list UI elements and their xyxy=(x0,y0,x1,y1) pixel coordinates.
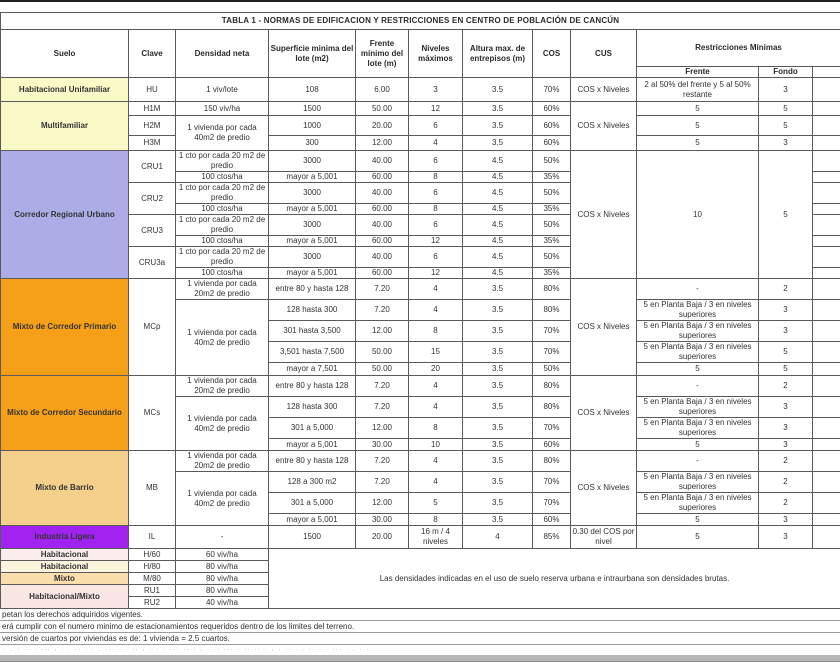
table-cell: 3 xyxy=(759,526,813,549)
table-cell: COS x Niveles xyxy=(571,451,637,526)
table-cell: 8 xyxy=(409,172,463,183)
table-cell: CRU3a xyxy=(129,247,176,279)
table-cell: 7.20 xyxy=(356,376,409,397)
table-cell: 4.5 xyxy=(463,268,533,279)
table-cell: 2 xyxy=(759,472,813,493)
land-use-cell: Habitacional/Mixto xyxy=(1,585,129,609)
table-cell: entre 80 y hasta 128 xyxy=(269,279,356,300)
table-cell: 20.00 xyxy=(356,116,409,136)
table-cell: 60 viv/ha xyxy=(176,549,269,561)
table-cell: 50.00 xyxy=(356,363,409,376)
table-cell: 2 xyxy=(759,493,813,514)
bottom-divider xyxy=(0,655,840,662)
table-cell: 128 a 300 m2 xyxy=(269,472,356,493)
table-cell: 3.5 xyxy=(463,279,533,300)
table-cell: 5 xyxy=(637,514,759,526)
table-cell: 301 hasta 3,500 xyxy=(269,321,356,342)
land-use-cell: Corredor Regional Urbano xyxy=(1,151,129,279)
table-cell: 3 xyxy=(759,439,813,451)
table-cell: 40.00 xyxy=(356,151,409,172)
table-cell: 5 en Planta Baja / 3 en niveles superiores xyxy=(637,342,759,363)
land-use-cell: Industria Ligera xyxy=(1,526,129,549)
table-cell: 3000 xyxy=(269,215,356,236)
table-cell: 3 xyxy=(759,136,813,151)
table-cell: H2M xyxy=(129,116,176,136)
table-cell xyxy=(813,300,840,321)
table-cell: 7.20 xyxy=(356,397,409,418)
table-cell: 50% xyxy=(533,363,571,376)
table-cell: 4 xyxy=(409,279,463,300)
land-use-cell: Habitacional Unifamiliar xyxy=(1,78,129,102)
table-cell: 35% xyxy=(533,204,571,215)
table-cell: H/80 xyxy=(129,561,176,573)
table-cell: H3M xyxy=(129,136,176,151)
table-cell: - xyxy=(176,526,269,549)
table-cell: 5 en Planta Baja / 3 en niveles superiores xyxy=(637,493,759,514)
table-cell: 5 xyxy=(637,439,759,451)
table-cell: 80% xyxy=(533,376,571,397)
table-cell: 12.00 xyxy=(356,321,409,342)
table-cell xyxy=(813,418,840,439)
table-cell: 5 en Planta Baja / 3 en niveles superiores xyxy=(637,397,759,418)
table-cell: 1 vivienda por cada 40m2 de predio xyxy=(176,397,269,451)
table-row xyxy=(1,526,840,549)
table-cell: 80% xyxy=(533,397,571,418)
table-cell: 60.00 xyxy=(356,268,409,279)
table-cell: 60% xyxy=(533,102,571,116)
table-cell: COS x Niveles xyxy=(571,279,637,376)
land-use-cell: Habitacional xyxy=(1,549,129,561)
table-cell: 3.5 xyxy=(463,514,533,526)
table-cell xyxy=(813,247,840,268)
table-cell: 4 xyxy=(463,526,533,549)
table-cell: - xyxy=(637,376,759,397)
table-cell: 128 hasta 300 xyxy=(269,300,356,321)
table-cell: M/80 xyxy=(129,573,176,585)
table-cell: 60% xyxy=(533,514,571,526)
table-cell: 6 xyxy=(409,151,463,172)
land-use-cell: Multifamiliar xyxy=(1,102,129,151)
table-cell: 60% xyxy=(533,439,571,451)
table-cell: 5 xyxy=(759,342,813,363)
table-cell: 2 xyxy=(759,279,813,300)
table-cell: 20 xyxy=(409,363,463,376)
table-cell: 150 viv/ha xyxy=(176,102,269,116)
table-cell: 5 xyxy=(759,102,813,116)
table-cell: entre 80 y hasta 128 xyxy=(269,451,356,472)
table-cell: 1 cto por cada 20 m2 de predio xyxy=(176,151,269,172)
table-cell xyxy=(813,439,840,451)
table-cell: 60% xyxy=(533,116,571,136)
table-cell: 10 xyxy=(409,439,463,451)
table-cell: 2 xyxy=(759,451,813,472)
table-cell xyxy=(813,493,840,514)
table-cell: 3 xyxy=(759,300,813,321)
table-cell: entre 80 y hasta 128 xyxy=(269,376,356,397)
table-cell: MCs xyxy=(129,376,176,451)
table-cell: 80 viv/ha xyxy=(176,585,269,597)
table-cell xyxy=(813,342,840,363)
column-header-suelo: Suelo xyxy=(1,30,129,78)
table-header xyxy=(1,13,840,78)
table-cell: 8 xyxy=(409,321,463,342)
table-cell: 4 xyxy=(409,136,463,151)
table-cell: - xyxy=(637,279,759,300)
table-cell: 3.5 xyxy=(463,342,533,363)
table-cell: 4.5 xyxy=(463,236,533,247)
table-cell: 3.5 xyxy=(463,376,533,397)
table-cell xyxy=(813,376,840,397)
table-cell: 1 vivienda por cada 40m2 de predio xyxy=(176,472,269,526)
table-cell: 6 xyxy=(409,183,463,204)
table-cell: 5 xyxy=(637,102,759,116)
column-header-clave: Clave xyxy=(129,30,176,78)
table-cell xyxy=(813,136,840,151)
table-cell: 6.00 xyxy=(356,78,409,102)
table-cell: 35% xyxy=(533,172,571,183)
table-cell: H1M xyxy=(129,102,176,116)
table-cell: 100 ctos/ha xyxy=(176,236,269,247)
table-cell: 60% xyxy=(533,136,571,151)
table-row xyxy=(1,151,840,172)
table-cell: - xyxy=(637,451,759,472)
column-header-frente-restriccion: Frente xyxy=(637,67,759,78)
table-cell xyxy=(813,204,840,215)
table-cell: 40.00 xyxy=(356,247,409,268)
table-cell: 3.5 xyxy=(463,472,533,493)
table-cell: 3.5 xyxy=(463,418,533,439)
table-cell: 16 m / 4 niveles xyxy=(409,526,463,549)
table-cell: 3.5 xyxy=(463,451,533,472)
table-cell: 4.5 xyxy=(463,172,533,183)
table-cell: 1 vivienda por cada 20m2 de predio xyxy=(176,279,269,300)
table-cell: 5 xyxy=(409,493,463,514)
table-cell: 1 vivienda por cada 40m2 de predio xyxy=(176,300,269,376)
table-cell: 1000 xyxy=(269,116,356,136)
table-cell: 3 xyxy=(759,78,813,102)
table-cell: 4 xyxy=(409,376,463,397)
table-cell: 50.00 xyxy=(356,102,409,116)
table-cell: 108 xyxy=(269,78,356,102)
table-cell: 301 a 5,000 xyxy=(269,493,356,514)
table-cell: 4 xyxy=(409,451,463,472)
table-cell: mayor a 7,501 xyxy=(269,363,356,376)
table-cell xyxy=(813,78,840,102)
column-header-superficie: Superficie minima del lote (m2) xyxy=(269,30,356,78)
table-cell: 8 xyxy=(409,204,463,215)
table-cell: 5 en Planta Baja / 3 en niveles superiores xyxy=(637,472,759,493)
table-cell: 3.5 xyxy=(463,493,533,514)
table-cell xyxy=(813,279,840,300)
footnotes xyxy=(0,609,840,662)
column-header-cus: CUS xyxy=(571,30,637,78)
table-cell: COS x Niveles xyxy=(571,376,637,451)
land-use-cell: Mixto de Corredor Primario xyxy=(1,279,129,376)
land-use-cell: Mixto de Corredor Secundario xyxy=(1,376,129,451)
table-cell: COS x Niveles xyxy=(571,151,637,279)
restricciones-group-header: Restricciones Mínimas xyxy=(637,30,840,67)
table-cell: 3.5 xyxy=(463,102,533,116)
table-cell: 70% xyxy=(533,321,571,342)
table-cell: 1500 xyxy=(269,526,356,549)
table-cell: 3 xyxy=(759,397,813,418)
table-cell: 8 xyxy=(409,418,463,439)
table-cell: 50.00 xyxy=(356,342,409,363)
land-use-cell: Habitacional xyxy=(1,561,129,573)
table-cell: 3.5 xyxy=(463,321,533,342)
table-cell: 4.5 xyxy=(463,151,533,172)
table-cell xyxy=(813,451,840,472)
table-cell: 40.00 xyxy=(356,215,409,236)
table-cell: 1 cto por cada 20 m2 de predio xyxy=(176,215,269,236)
table-cell: 80% xyxy=(533,279,571,300)
table-cell: 3000 xyxy=(269,183,356,204)
table-cell: 7.20 xyxy=(356,300,409,321)
table-cell: 80% xyxy=(533,451,571,472)
table-cell: 3.5 xyxy=(463,363,533,376)
table-cell: 8 xyxy=(409,514,463,526)
table-cell: mayor a 5,001 xyxy=(269,268,356,279)
footnote: erá cumplir con el numero minimo de estacionamientos requeridos dentro de los limites del terreno. xyxy=(0,621,840,633)
table-cell xyxy=(813,183,840,204)
table-row xyxy=(1,102,840,116)
table-cell: 3.5 xyxy=(463,439,533,451)
table-cell: CRU1 xyxy=(129,151,176,183)
table-cell xyxy=(813,215,840,236)
table-cell: CRU2 xyxy=(129,183,176,215)
table-cell: 3000 xyxy=(269,247,356,268)
table-cell: 3.5 xyxy=(463,300,533,321)
footnote-illegible: . , . .. . ... , . . .. . . , ... . . .. , . . . ... .. . , . .. ... . .. .. . , . .. . , .. . . ... . , . . xyxy=(0,645,840,653)
table-cell: 15 xyxy=(409,342,463,363)
table-cell: 5 xyxy=(759,116,813,136)
table-row xyxy=(1,451,840,472)
land-use-cell: Mixto xyxy=(1,573,129,585)
table-cell: mayor a 5,001 xyxy=(269,439,356,451)
table-cell xyxy=(813,151,840,172)
table-cell: 60.00 xyxy=(356,204,409,215)
table-cell: mayor a 5,001 xyxy=(269,204,356,215)
table-cell: 3,501 hasta 7,500 xyxy=(269,342,356,363)
table-cell: 3.5 xyxy=(463,116,533,136)
table-cell: 100 ctos/ha xyxy=(176,172,269,183)
table-cell: 12.00 xyxy=(356,418,409,439)
table-cell: RU2 xyxy=(129,597,176,609)
table-cell: 12 xyxy=(409,268,463,279)
table-cell: 100 ctos/ha xyxy=(176,268,269,279)
table-cell: 30.00 xyxy=(356,514,409,526)
table-cell: 70% xyxy=(533,78,571,102)
table-cell: 70% xyxy=(533,493,571,514)
table-cell: 4 xyxy=(409,397,463,418)
table-cell: 50% xyxy=(533,215,571,236)
table-cell: 12 xyxy=(409,236,463,247)
table-cell xyxy=(813,514,840,526)
table-cell: 6 xyxy=(409,215,463,236)
table-cell: 5 xyxy=(637,116,759,136)
table-cell: 3 xyxy=(409,78,463,102)
table-row xyxy=(1,279,840,300)
table-cell: 4.5 xyxy=(463,247,533,268)
header-row xyxy=(1,30,840,67)
table-cell: 50% xyxy=(533,183,571,204)
table-cell: 5 en Planta Baja / 3 en niveles superiores xyxy=(637,321,759,342)
table-cell: 100 ctos/ha xyxy=(176,204,269,215)
footnote: versión de cuartos por viviendas es de: 1 vivienda = 2.5 cuartos. xyxy=(0,633,840,645)
table-cell: 35% xyxy=(533,268,571,279)
table-cell: HU xyxy=(129,78,176,102)
column-header-fondo: Fondo xyxy=(759,67,813,78)
table-cell: 50% xyxy=(533,247,571,268)
land-use-cell: Mixto de Barrio xyxy=(1,451,129,526)
footnote: petan los derechos adquiridos vigentes. xyxy=(0,609,840,621)
table-row xyxy=(1,549,840,561)
table-cell: 12.00 xyxy=(356,493,409,514)
table-cell: mayor a 5,001 xyxy=(269,514,356,526)
table-cell: 2 al 50% del frente y 5 al 50% restante xyxy=(637,78,759,102)
table-cell: 40.00 xyxy=(356,183,409,204)
table-cell: 300 xyxy=(269,136,356,151)
table-cell: IL xyxy=(129,526,176,549)
table-cell: 7.20 xyxy=(356,472,409,493)
table-cell: 1 vivienda por cada 40m2 de predio xyxy=(176,116,269,151)
table-cell: 3.5 xyxy=(463,397,533,418)
title-row xyxy=(1,13,840,30)
table-cell xyxy=(813,526,840,549)
table-cell: 1 vivienda por cada 20m2 de predio xyxy=(176,376,269,397)
table-cell xyxy=(813,321,840,342)
table-cell: 85% xyxy=(533,526,571,549)
table-cell: 3.5 xyxy=(463,136,533,151)
table-cell: 4 xyxy=(409,472,463,493)
column-header-cut xyxy=(813,67,840,78)
table-row xyxy=(1,78,840,102)
table-cell: MB xyxy=(129,451,176,526)
table-cell: 7.20 xyxy=(356,279,409,300)
table-cell: 5 xyxy=(637,363,759,376)
table-cell: 60.00 xyxy=(356,236,409,247)
table-cell xyxy=(813,363,840,376)
column-header-frente-lote: Frente mínimo del lote (m) xyxy=(356,30,409,78)
table-cell: 1 cto por cada 20 m2 de predio xyxy=(176,183,269,204)
table-cell: 4.5 xyxy=(463,204,533,215)
table-cell xyxy=(813,102,840,116)
table-cell: 1500 xyxy=(269,102,356,116)
table-cell: 3 xyxy=(759,321,813,342)
table-cell: 128 hasta 300 xyxy=(269,397,356,418)
table-cell: 50% xyxy=(533,151,571,172)
table-cell: 2 xyxy=(759,376,813,397)
table-cell: 30.00 xyxy=(356,439,409,451)
table-cell: mayor a 5,001 xyxy=(269,236,356,247)
table-cell: 5 en Planta Baja / 3 en niveles superiores xyxy=(637,300,759,321)
table-cell: 80% xyxy=(533,300,571,321)
table-cell: 12 xyxy=(409,102,463,116)
column-header-densidad: Densidad neta xyxy=(176,30,269,78)
table-cell xyxy=(813,268,840,279)
page-title: TABLA 1 - NORMAS DE EDIFICACION Y RESTRICCIONES EN CENTRO DE POBLACIÓN DE CANCÚN xyxy=(1,13,840,30)
table-cell: 70% xyxy=(533,418,571,439)
table-cell: 5 xyxy=(759,151,813,279)
column-header-altura: Altura max. de entrepisos (m) xyxy=(463,30,533,78)
column-header-niveles: Niveles máximos xyxy=(409,30,463,78)
table-cell: 20.00 xyxy=(356,526,409,549)
table-cell xyxy=(813,397,840,418)
table-cell: 80 viv/ha xyxy=(176,561,269,573)
table-cell: 3 xyxy=(759,514,813,526)
table-cell: 3000 xyxy=(269,151,356,172)
table-cell: 60.00 xyxy=(356,172,409,183)
table-cell xyxy=(813,236,840,247)
table-cell: 80 viv/ha xyxy=(176,573,269,585)
table-cell: 1 vivienda por cada 20m2 de predio xyxy=(176,451,269,472)
table-cell xyxy=(813,116,840,136)
table-cell: 12.00 xyxy=(356,136,409,151)
table-cell: H/60 xyxy=(129,549,176,561)
table-cell: 70% xyxy=(533,472,571,493)
column-header-cos: COS xyxy=(533,30,571,78)
table-cell: 0.30 del COS por nivel xyxy=(571,526,637,549)
table-cell: 6 xyxy=(409,116,463,136)
table-cell: 5 xyxy=(759,363,813,376)
table-cell: 10 xyxy=(637,151,759,279)
table-cell: COS x Niveles xyxy=(571,102,637,151)
table-cell: 3 xyxy=(759,418,813,439)
table-cell: 5 xyxy=(637,526,759,549)
table-cell: 301 a 5,000 xyxy=(269,418,356,439)
table-cell: 4.5 xyxy=(463,183,533,204)
table-cell: 1 viv/lote xyxy=(176,78,269,102)
table-cell: 3.5 xyxy=(463,78,533,102)
densities-note: Las densidades indicadas en el uso de suelo reserva urbana e intraurbana son densidades brutas. xyxy=(269,549,840,609)
normas-table-body xyxy=(1,78,840,609)
table-cell: 6 xyxy=(409,247,463,268)
table-cell: COS x Niveles xyxy=(571,78,637,102)
table-cell: 7.20 xyxy=(356,451,409,472)
table-cell: 4.5 xyxy=(463,215,533,236)
table-cell: RU1 xyxy=(129,585,176,597)
table-cell: 5 en Planta Baja / 3 en niveles superiores xyxy=(637,418,759,439)
table-cell: 40 viv/ha xyxy=(176,597,269,609)
normas-table xyxy=(0,12,840,609)
table-row xyxy=(1,376,840,397)
table-cell: 5 xyxy=(637,136,759,151)
table-cell: CRU3 xyxy=(129,215,176,247)
table-cell: 35% xyxy=(533,236,571,247)
table-cell: 4 xyxy=(409,300,463,321)
table-cell: MCp xyxy=(129,279,176,376)
table-cell: mayor a 5,001 xyxy=(269,172,356,183)
table-cell: 70% xyxy=(533,342,571,363)
table-cell: 1 cto por cada 20 m2 de predio xyxy=(176,247,269,268)
table-cell xyxy=(813,472,840,493)
table-cell xyxy=(813,172,840,183)
